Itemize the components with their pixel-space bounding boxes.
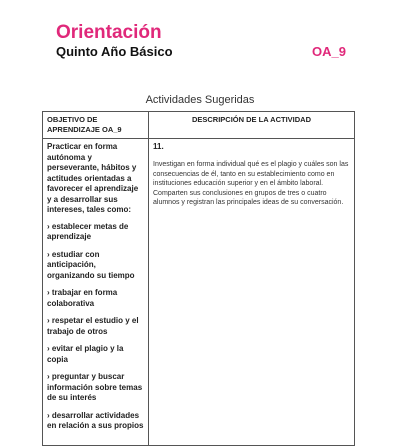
objective-item: › preguntar y buscar información sobre temas de su interés (47, 372, 143, 402)
section-title: Actividades Sugeridas (145, 94, 255, 106)
objective-item: › establecer metas de aprendizaje (47, 221, 129, 241)
activities-table (42, 111, 355, 446)
objective-code: OA_9 (312, 44, 346, 59)
objective-item: › respetar el estudio y el trabajo de otros (47, 316, 139, 336)
objective-item: › trabajar en forma colaborativa (47, 288, 118, 308)
description-column-header: DESCRIPCIÓN DE LA ACTIVIDAD (149, 112, 355, 139)
table-header-row (43, 112, 355, 139)
objective-intro: Practicar en forma autónoma y perseverante, hábitos y actitudes orientadas a favorecer el aprendizaje y a desarrollar sus intereses, tales como: (47, 142, 139, 214)
activity-description: Investigan en forma individual qué es el plagio y cuáles son las consecuencias de él, tanto en su establecimiento como en instituciones educación superior y en el ámbito laboral. Comparten sus conclusiones en grupos de tres o cuatro alumnos y registran las principales ideas de su conversación. (153, 161, 349, 206)
grade-label: Quinto Año Básico (56, 44, 173, 59)
objective-cell (43, 139, 149, 446)
objective-column-header: OBJETIVO DE APRENDIZAJE OA_9 (43, 112, 149, 139)
activity-cell (149, 139, 355, 446)
table-row (43, 139, 355, 446)
activity-number: 11. (153, 142, 164, 151)
objective-item: › evitar el plagio y la copia (47, 344, 124, 364)
subject-title: Orientación (56, 22, 162, 43)
objective-item: › estudiar con anticipación, organizando su tiempo (47, 249, 135, 280)
objective-item: › desarrollar actividades en relación a sus propios (47, 410, 144, 430)
